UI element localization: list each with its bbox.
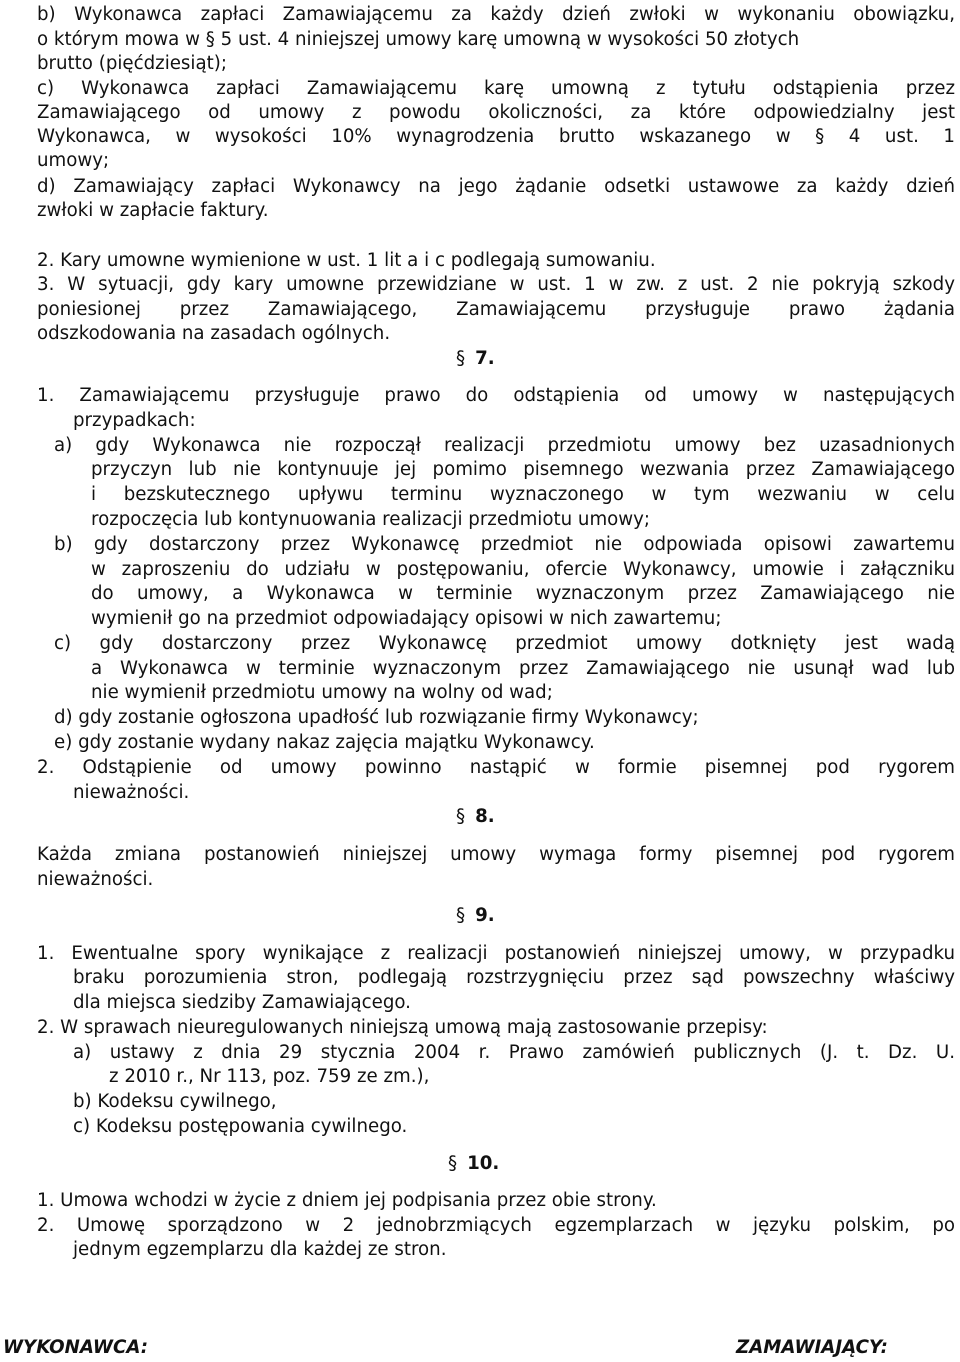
penalty-c-line-1: c) Wykonawca zapłaci Zamawiającemu karę umowną z tytułu odstąpienia przez xyxy=(37,78,955,99)
disputes-line-3: dla miejsca siedziby Zamawiającego. xyxy=(73,992,411,1013)
signature-contractor-label: WYKONAWCA: xyxy=(3,1337,149,1358)
withdrawal-a-line-4: rozpoczęcia lub kontynuowania realizacji przedmiotu umowy; xyxy=(91,509,651,530)
paragraph-sign-icon: § xyxy=(456,348,466,369)
withdrawal-intro-line-1: 1. Zamawiającemu przysługuje prawo do odstąpienia od umowy w następujących xyxy=(37,385,955,406)
disputes-line-2: braku porozumienia stron, podlegają rozstrzygnięciu przez sąd powszechny właściwy xyxy=(73,967,955,988)
law-c: c) Kodeksu postępowania cywilnego. xyxy=(73,1116,408,1137)
withdrawal-d: d) gdy zostanie ogłoszona upadłość lub rozwiązanie firmy Wykonawcy; xyxy=(54,707,699,728)
withdrawal-b-line-1: b) gdy dostarczony przez Wykonawcę przedmiot nie odpowiada opisowi zawartemu xyxy=(54,534,955,555)
withdrawal-b-line-2: w zaproszeniu do udziału w postępowaniu, ofercie Wykonawcy, umowie i załączniku xyxy=(91,559,955,580)
section-9-heading xyxy=(456,903,495,928)
law-b: b) Kodeksu cywilnego, xyxy=(73,1091,277,1112)
paragraph-sign-icon: § xyxy=(456,905,466,926)
amendments-line-1: Każda zmiana postanowień niniejszej umowy wymaga formy pisemnej pod rygorem xyxy=(37,844,955,865)
section-7-number: 7. xyxy=(475,348,495,369)
penalty-b-line-3: brutto (pięćdziesiąt); xyxy=(37,53,227,74)
section-9-number: 9. xyxy=(475,905,495,926)
withdrawal-form-line-2: nieważności. xyxy=(73,782,190,803)
penalty-d-line-1: d) Zamawiający zapłaci Wykonawcy na jego żądanie odsetki ustawowe za każdy dzień xyxy=(37,176,955,197)
damages-line-1: 3. W sytuacji, gdy kary umowne przewidziane w ust. 1 w zw. z ust. 2 nie pokryją szkody xyxy=(37,274,955,295)
copies-line-2: jednym egzemplarzu dla każdej ze stron. xyxy=(73,1239,447,1260)
section-10-number: 10. xyxy=(467,1153,500,1174)
disputes-line-1: 1. Ewentualne spory wynikające z realizacji postanowień niniejszej umowy, w przypadku xyxy=(37,943,955,964)
penalty-cumulation: 2. Kary umowne wymienione w ust. 1 lit a i c podlegają sumowaniu. xyxy=(37,250,656,271)
withdrawal-c-line-1: c) gdy dostarczony przez Wykonawcę przedmiot umowy dotknięty jest wadą xyxy=(54,633,955,654)
law-a-line-2: z 2010 r., Nr 113, poz. 759 ze zm.), xyxy=(109,1066,430,1087)
section-8-number: 8. xyxy=(475,806,495,827)
withdrawal-b-line-4: wymienił go na przedmiot odpowiadający opisowi w nich zawartemu; xyxy=(91,608,722,629)
paragraph-sign-icon: § xyxy=(448,1153,458,1174)
copies-line-1: 2. Umowę sporządzono w 2 jednobrzmiących egzemplarzach w języku polskim, po xyxy=(37,1215,955,1236)
penalty-d-line-2: zwłoki w zapłacie faktury. xyxy=(37,200,269,221)
damages-line-2: poniesionej przez Zamawiającego, Zamawiającemu przysługuje prawo żądania xyxy=(37,299,955,320)
paragraph-sign-icon: § xyxy=(456,806,466,827)
damages-line-3: odszkodowania na zasadach ogólnych. xyxy=(37,323,391,344)
applicable-law-intro: 2. W sprawach nieuregulowanych niniejszą umową mają zastosowanie przepisy: xyxy=(37,1017,768,1038)
penalty-b-line-1: b) Wykonawca zapłaci Zamawiającemu za każdy dzień zwłoki w wykonaniu obowiązku, xyxy=(37,4,955,25)
signature-employer-label: ZAMAWIAJĄCY: xyxy=(736,1337,888,1358)
amendments-line-2: nieważności. xyxy=(37,869,154,890)
penalty-c-line-2: Zamawiającego od umowy z powodu okoliczności, za które odpowiedzialny jest xyxy=(37,102,955,123)
law-a-line-1: a) ustawy z dnia 29 stycznia 2004 r. Prawo zamówień publicznych (J. t. Dz. U. xyxy=(73,1042,955,1063)
withdrawal-intro-line-2: przypadkach: xyxy=(73,410,196,431)
withdrawal-b-line-3: do umowy, a Wykonawca w terminie wyznaczonym przez Zamawiającego nie xyxy=(91,583,955,604)
penalty-c-line-4: umowy; xyxy=(37,150,110,171)
withdrawal-e: e) gdy zostanie wydany nakaz zajęcia majątku Wykonawcy. xyxy=(54,732,595,753)
withdrawal-a-line-1: a) gdy Wykonawca nie rozpoczął realizacji przedmiotu umowy bez uzasadnionych xyxy=(54,435,955,456)
penalty-c-line-3: Wykonawca, w wysokości 10% wynagrodzenia brutto wskazanego w § 4 ust. 1 xyxy=(37,126,955,147)
section-7-heading xyxy=(456,346,495,371)
withdrawal-a-line-3: i bezskutecznego upływu terminu wyznaczonego w tym wezwaniu w celu xyxy=(91,484,955,505)
withdrawal-a-line-2: przyczyn lub nie kontynuuje jej pomimo pisemnego wezwania przez Zamawiającego xyxy=(91,459,955,480)
withdrawal-form-line-1: 2. Odstąpienie od umowy powinno nastąpić w formie pisemnej pod rygorem xyxy=(37,757,955,778)
section-8-heading xyxy=(456,804,495,829)
penalty-b-line-2: o którym mowa w § 5 ust. 4 niniejszej umowy karę umowną w wysokości 50 złotych xyxy=(37,29,800,50)
entry-into-force: 1. Umowa wchodzi w życie z dniem jej podpisania przez obie strony. xyxy=(37,1190,657,1211)
withdrawal-c-line-2: a Wykonawca w terminie wyznaczonym przez Zamawiającego nie usunął wad lub xyxy=(91,658,955,679)
withdrawal-c-line-3: nie wymienił przedmiotu umowy na wolny od wad; xyxy=(91,682,553,703)
section-10-heading xyxy=(448,1151,499,1176)
